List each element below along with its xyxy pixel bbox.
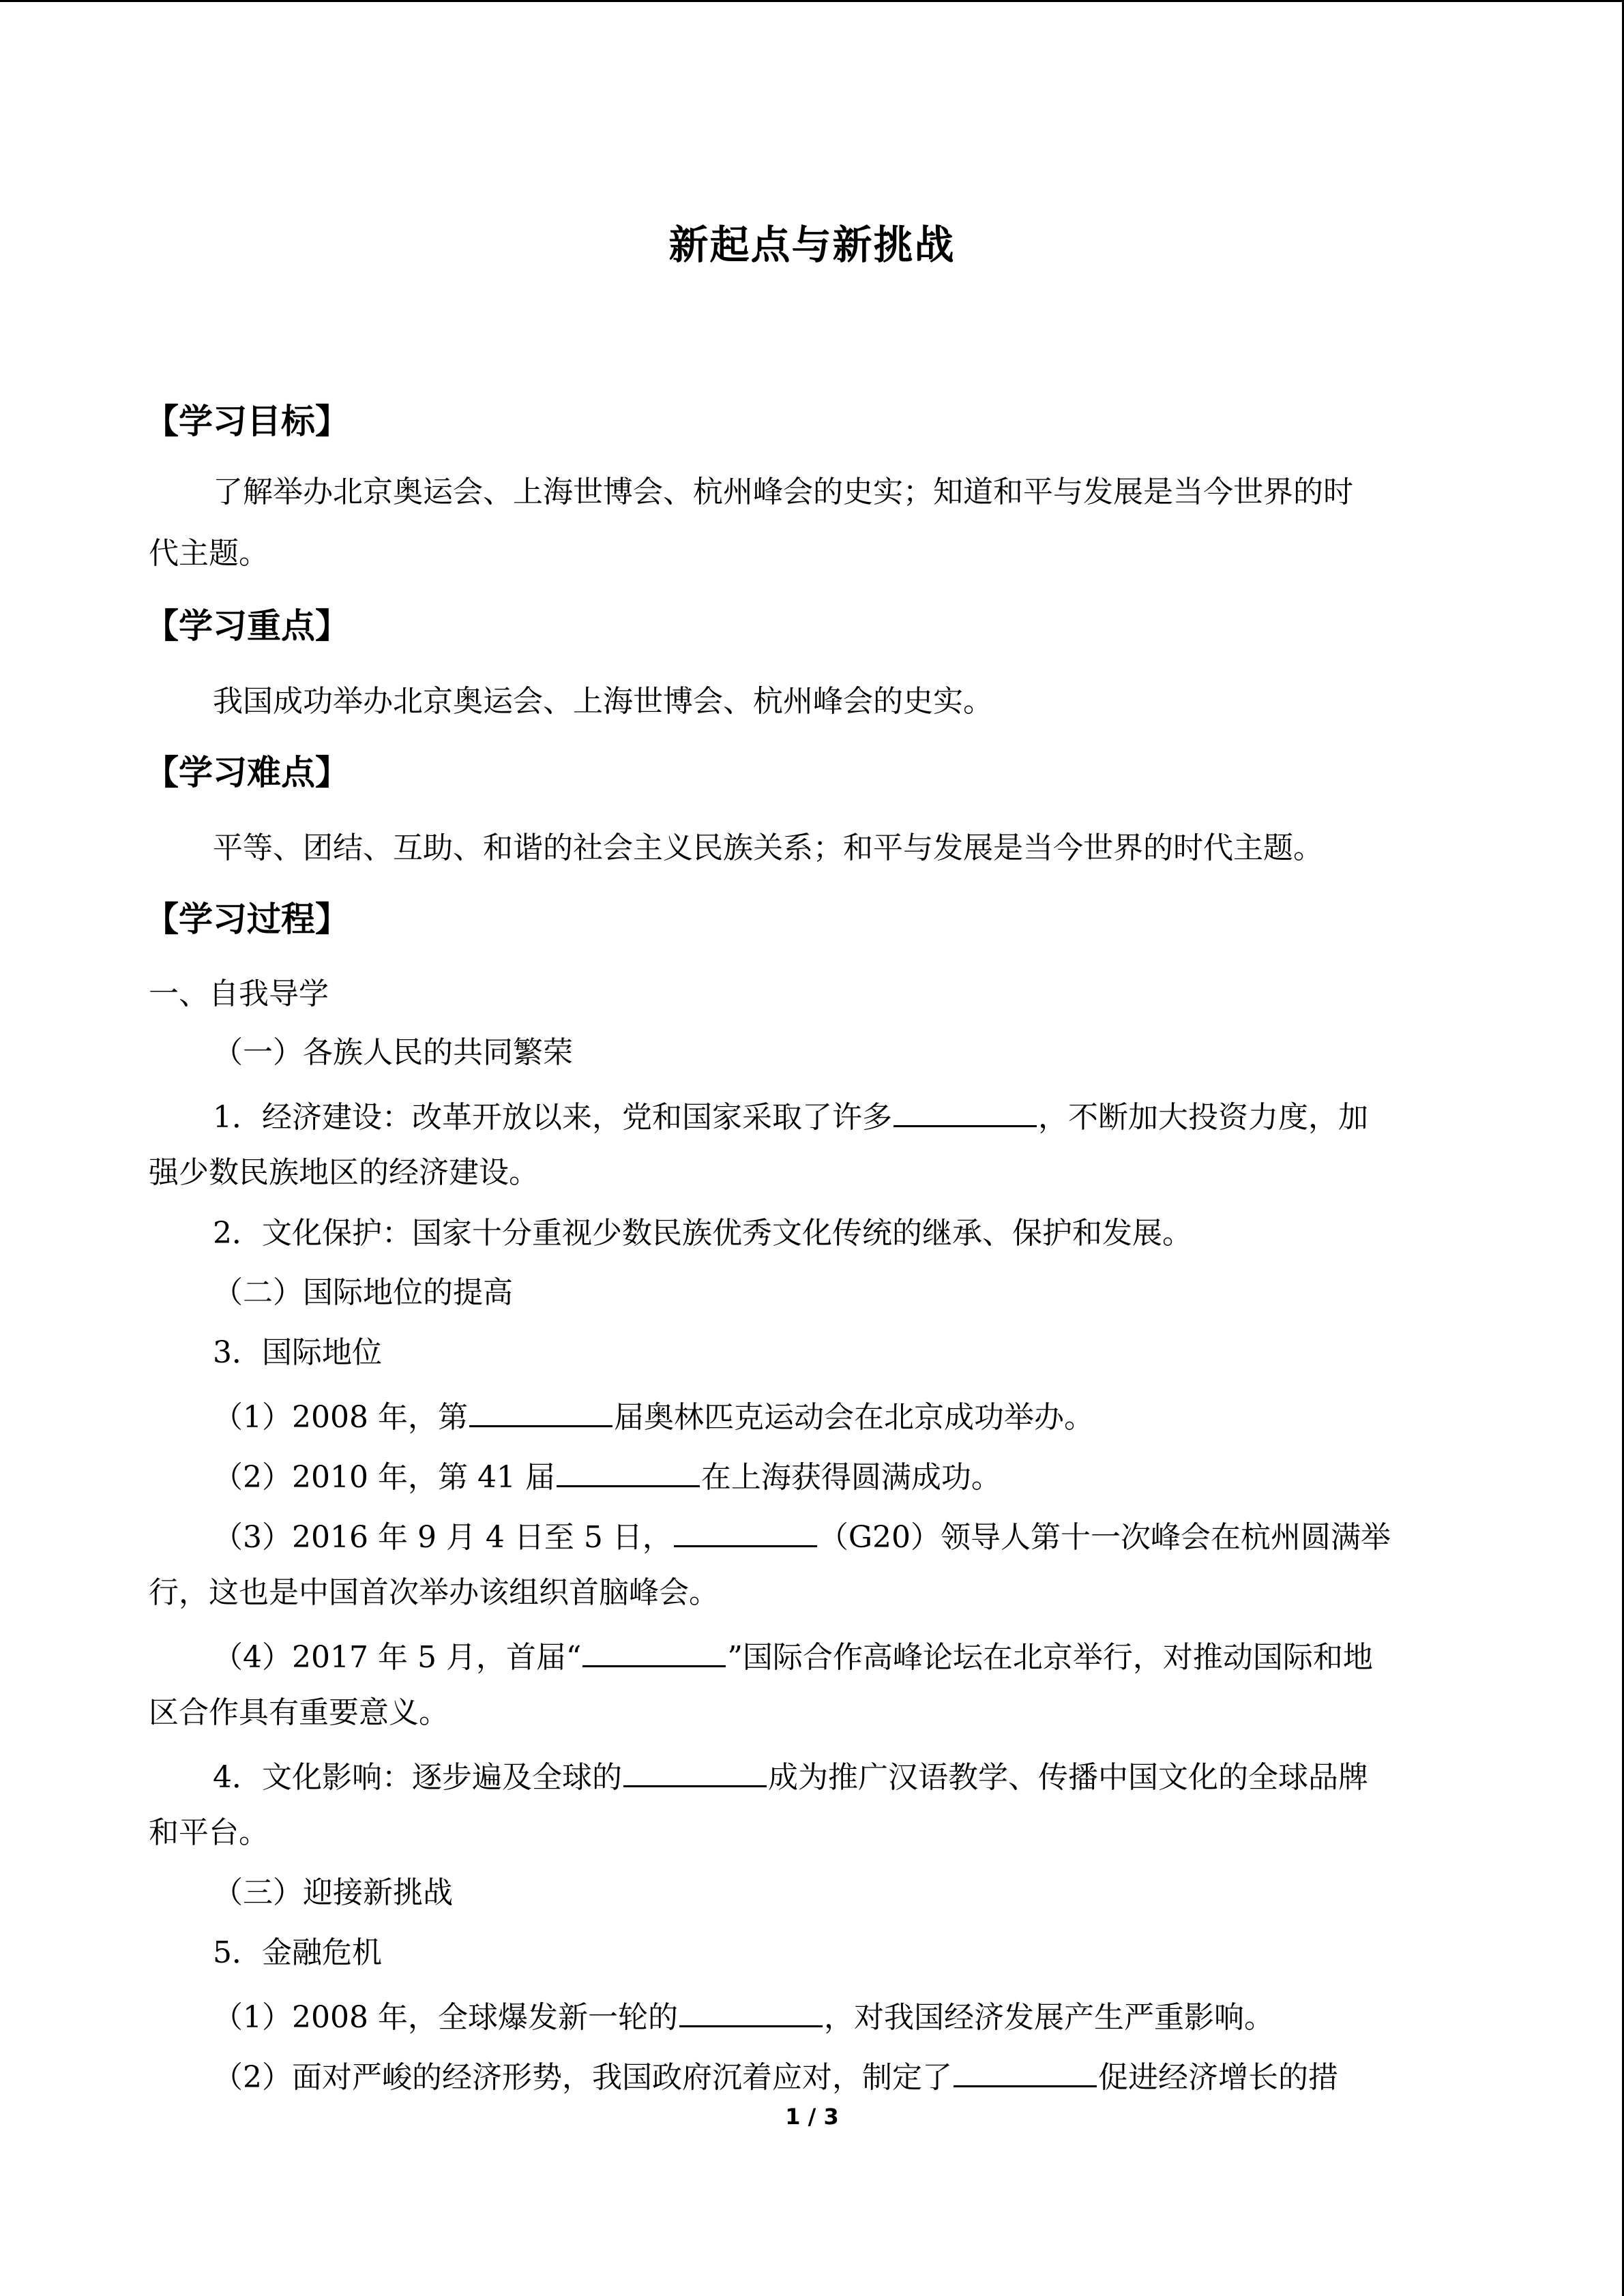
item4-text-a: 4．文化影响：逐步遍及全球的 <box>213 1760 622 1795</box>
fill-blank-4[interactable] <box>674 1518 817 1547</box>
page-number: 1 / 3 <box>785 2104 839 2130</box>
item3-1 <box>213 1398 1094 1433</box>
item5-heading: 5．金融危机 <box>213 1935 382 1970</box>
subsection-new-challenges: （三）迎接新挑战 <box>213 1875 453 1910</box>
fill-blank-8[interactable] <box>954 2058 1097 2087</box>
item3-2-text-b: 在上海获得圆满成功。 <box>700 1460 1001 1495</box>
item3-heading: 3．国际地位 <box>213 1335 382 1370</box>
item4-line2: 和平台。 <box>149 1815 269 1850</box>
fill-blank-7[interactable] <box>679 1998 823 2027</box>
item1-text-a: 1．经济建设：改革开放以来，党和国家采取了许多 <box>213 1100 892 1135</box>
item3-3-text-a: （3）2016 年 9 月 4 日至 5 日， <box>213 1520 673 1555</box>
heading-difficulties: 【学习难点】 <box>145 752 349 792</box>
item3-3-line2: 行，这也是中国首次举办该组织首脑峰会。 <box>149 1575 719 1610</box>
item5-2-text-b: 促进经济增长的措 <box>1098 2060 1338 2095</box>
fill-blank-6[interactable] <box>623 1758 767 1787</box>
fill-blank-5[interactable] <box>582 1638 726 1667</box>
item3-4-line1 <box>213 1638 1373 1673</box>
goal-text-line2: 代主题。 <box>149 536 269 571</box>
difficulty-text: 平等、团结、互助、和谐的社会主义民族关系；和平与发展是当今世界的时代主题。 <box>213 831 1323 865</box>
item5-2-text-a: （2）面对严峻的经济形势，我国政府沉着应对，制定了 <box>213 2060 952 2095</box>
item3-4-text-b: ”国际合作高峰论坛在北京举行，对推动国际和地 <box>727 1640 1373 1675</box>
goal-text-line1: 了解举办北京奥运会、上海世博会、杭州峰会的史实；知道和平与发展是当今世界的时 <box>213 475 1353 509</box>
subsection-international-status: （二）国际地位的提高 <box>213 1275 513 1310</box>
page-border-top <box>0 0 1624 2</box>
fill-blank-1[interactable] <box>894 1098 1037 1127</box>
section-self-study: 一、自我导学 <box>149 976 329 1011</box>
key-text: 我国成功举办北京奥运会、上海世博会、杭州峰会的史实。 <box>213 684 993 719</box>
item3-4-line2: 区合作具有重要意义。 <box>149 1695 449 1730</box>
item3-2-text-a: （2）2010 年，第 41 届 <box>213 1460 555 1495</box>
subsection-common-prosperity: （一）各族人民的共同繁荣 <box>213 1035 573 1070</box>
item1-line2: 强少数民族地区的经济建设。 <box>149 1155 539 1190</box>
fill-blank-3[interactable] <box>557 1458 700 1487</box>
heading-learning-goal: 【学习目标】 <box>145 401 349 441</box>
page-title: 新起点与新挑战 <box>668 222 956 268</box>
item3-4-text-a: （4）2017 年 5 月，首届“ <box>213 1640 582 1675</box>
item3-3-line1 <box>213 1518 1391 1553</box>
item4-line1 <box>213 1758 1368 1793</box>
heading-learning-process: 【学习过程】 <box>145 899 349 939</box>
fill-blank-2[interactable] <box>469 1398 612 1427</box>
item3-3-text-b: （G20）领导人第十一次峰会在杭州圆满举 <box>818 1520 1391 1555</box>
item4-text-b: 成为推广汉语教学、传播中国文化的全球品牌 <box>768 1760 1368 1795</box>
item5-1 <box>213 1998 1274 2033</box>
item5-1-text-a: （1）2008 年，全球爆发新一轮的 <box>213 2000 678 2035</box>
item3-2 <box>213 1458 1001 1493</box>
item2: 2．文化保护：国家十分重视少数民族优秀文化传统的继承、保护和发展。 <box>213 1216 1192 1251</box>
item1-line1 <box>213 1098 1368 1133</box>
item1-text-b: ，不断加大投资力度，加 <box>1038 1100 1368 1135</box>
item3-1-text-b: 届奥林匹克运动会在北京成功举办。 <box>613 1400 1094 1435</box>
heading-key-points: 【学习重点】 <box>145 606 349 646</box>
item5-2 <box>213 2058 1338 2093</box>
item5-1-text-b: ，对我国经济发展产生严重影响。 <box>823 2000 1274 2035</box>
item3-1-text-a: （1）2008 年，第 <box>213 1400 468 1435</box>
